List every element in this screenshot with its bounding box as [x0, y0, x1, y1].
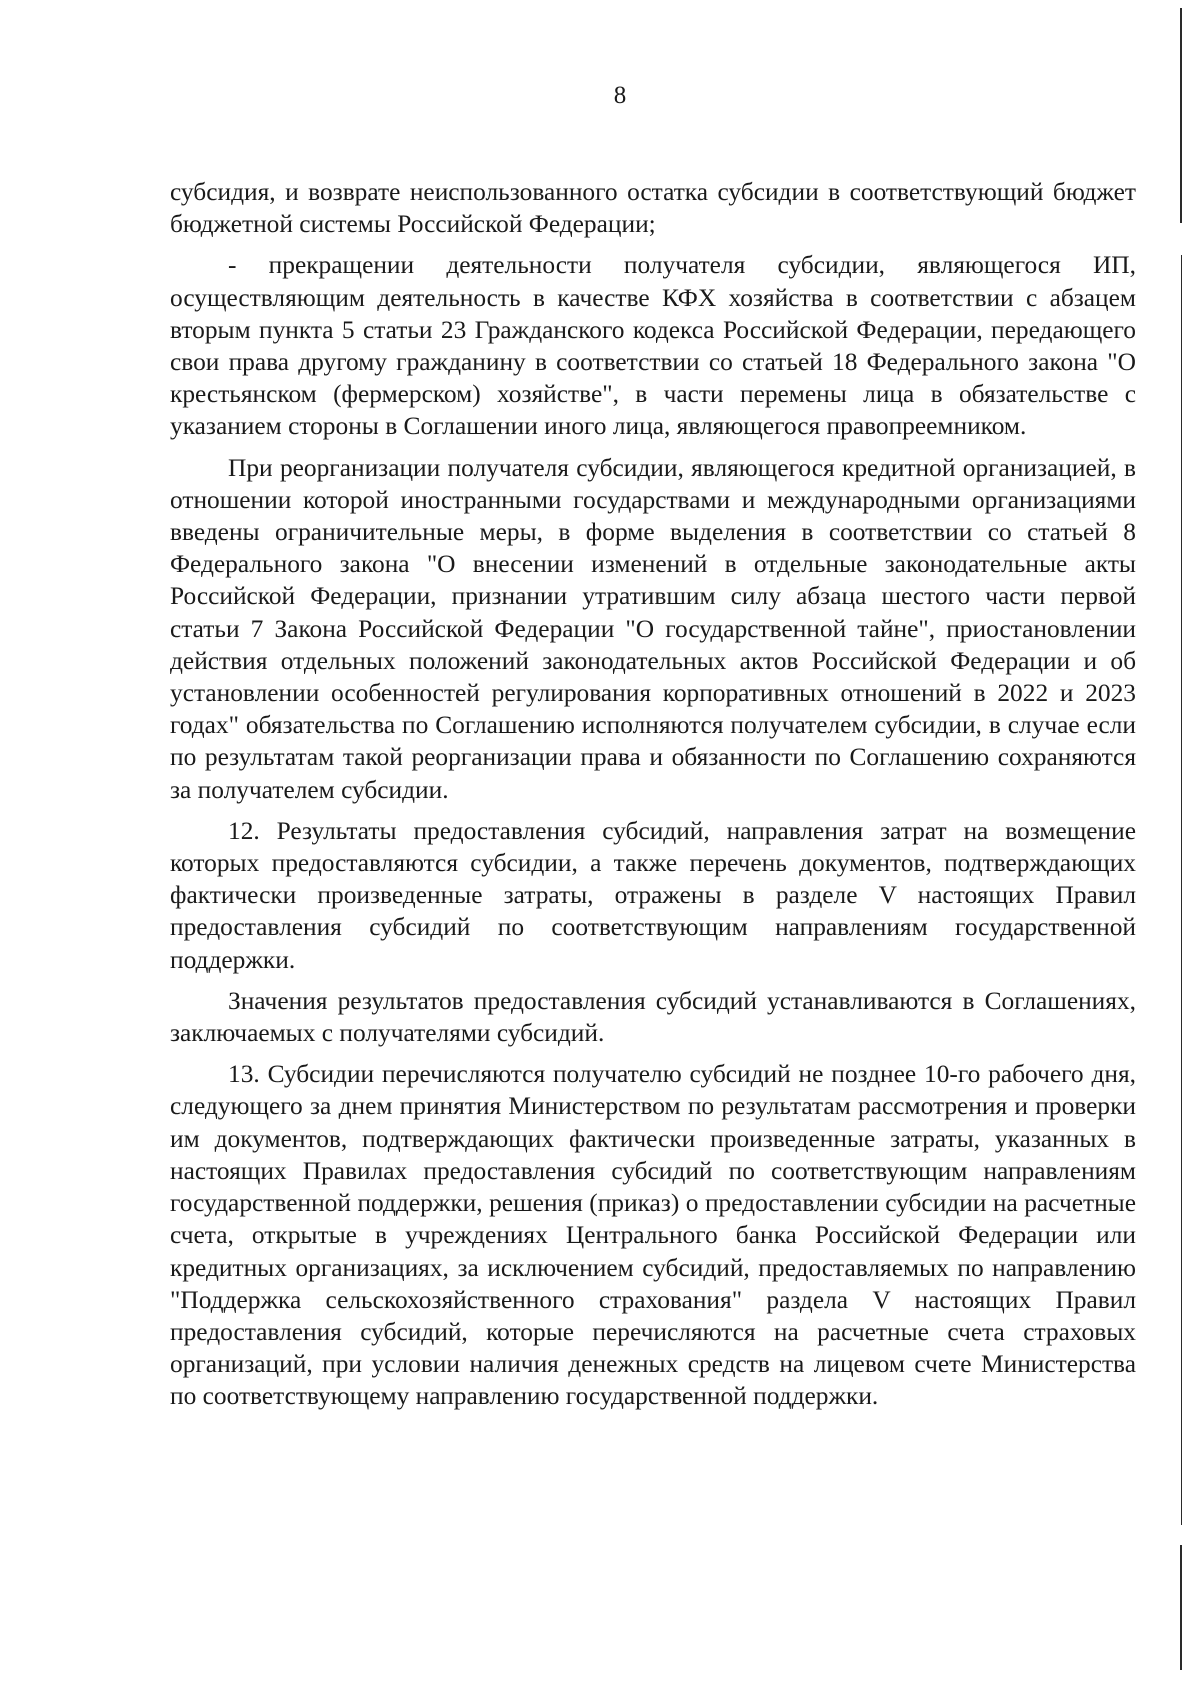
paragraph-termination-clause: - прекращении деятельности получателя субсидии, являющегося ИП, осуществляющим деятельность в качестве КФХ хозяйства в соответствии с абзацем вторым пункта 5 статьи 23 Гражданского кодекса Российской Федерации, передающего свои права другому гражданину в соответствии со статьей 18 Федерального закона "О крестьянском (фермерском) хозяйстве", в части перемены лица в обязательстве с указанием стороны в Соглашении иного лица, являющегося правопреемником. [170, 251, 1136, 441]
paragraph-result-values: Значения результатов предоставления субсидий устанавливаются в Соглашениях, заключаемых с получателями субсидий. [170, 986, 1136, 1048]
page-number: 8 [613, 82, 627, 109]
paragraph-item-13: 13. Субсидии перечисляются получателю субсидий не позднее 10-го рабочего дня, следующего за днем принятия Министерством по результатам рассмотрения и проверки им документов, подтверждающих фактически произведенные затраты, указанных в настоящих Правилах предоставления субсидий по соответствующим направлениям государственной поддержки, решения (приказ) о предоставлении субсидии на расчетные счета, открытые в учреждениях Центрального банка Российской Федерации или кредитных организациях, за исключением субсидий, предоставляемых по направлению "Поддержка сельскохозяйственного страхования" раздела V настоящих Правил предоставления субсидий, которые перечисляются на расчетные счета страховых организаций, при условии наличия денежных средств на лицевом счете Министерства по соответствующему направлению государственной поддержки. [170, 1060, 1136, 1411]
scan-edge-line-middle [1181, 255, 1182, 1525]
paragraph-continuation: субсидия, и возврате неиспользованного остатка субсидии в соответствующий бюджет бюджетной системы Российской Федерации; [170, 178, 1136, 239]
scan-edge-line-top [1180, 8, 1182, 223]
paragraph-reorganization: При реорганизации получателя субсидии, являющегося кредитной организацией, в отношении которой иностранными государствами и международными организациями введены ограничительные меры, в форме выделения в соответствии со статьей 8 Федерального закона "О внесении изменений в отдельные законодательные акты Российской Федерации, признании утратившим силу абзаца шестого части первой статьи 7 Закона Российской Федерации "О государственной тайне", приостановлении действия отдельных положений законодательных актов Российской Федерации и об установлении особенностей регулирования корпоративных отношений в 2022 и 2023 годах" обязательства по Соглашению исполняются получателем субсидии, в случае если по результатам такой реорганизации права и обязанности по Соглашению сохраняются за получателем субсидии. [170, 453, 1136, 804]
document-body [170, 176, 1136, 1422]
scan-edge-line-bottom [1180, 1545, 1182, 1670]
paragraph-item-12: 12. Результаты предоставления субсидий, направления затрат на возмещение которых предоставляются субсидии, а также перечень документов, подтверждающих фактически произведенные затраты, отражены в разделе V настоящих Правил предоставления субсидий по соответствующим направлениям государственной поддержки. [170, 816, 1136, 974]
